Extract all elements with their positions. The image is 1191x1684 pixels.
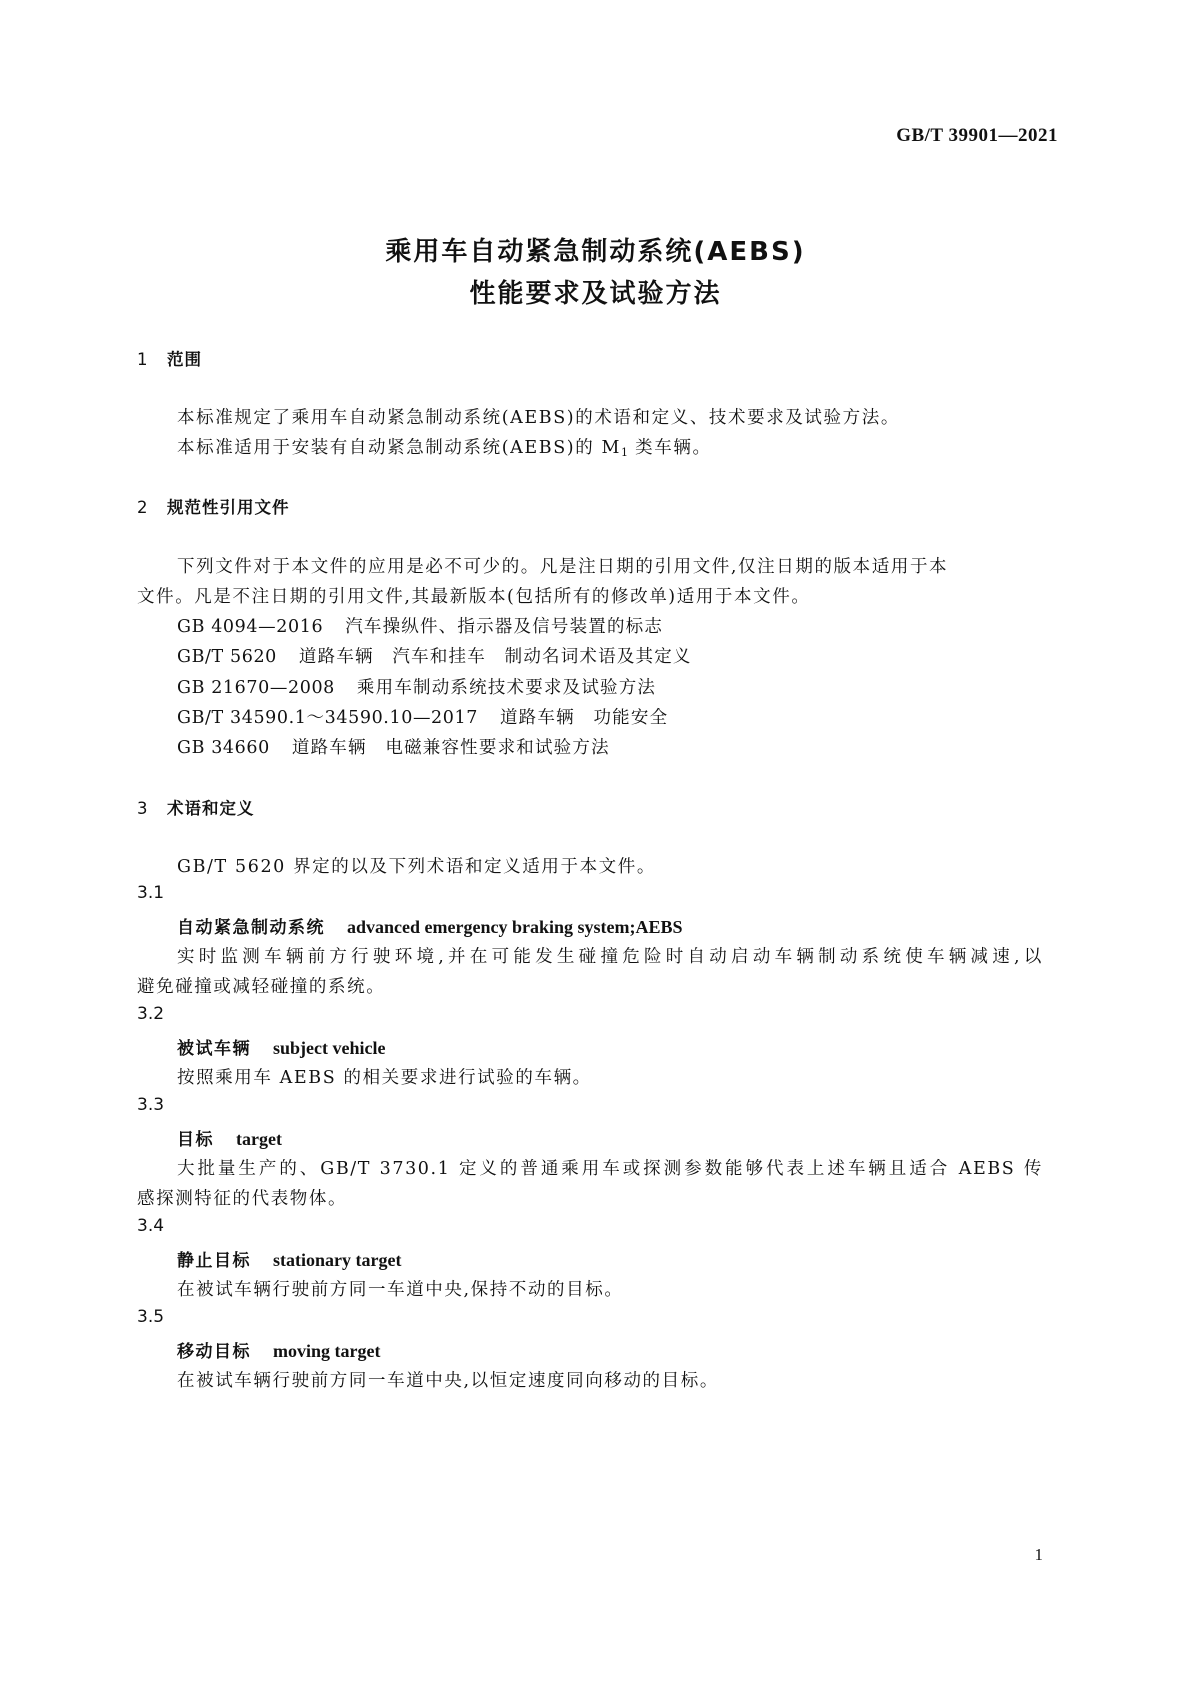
section-title: 规范性引用文件 xyxy=(167,498,290,517)
term-en: subject vehicle xyxy=(273,1038,386,1058)
subscript: 1 xyxy=(621,446,628,459)
reference-title: 汽车操纵件、指示器及信号装置的标志 xyxy=(345,617,664,637)
reference-code: GB 4094—2016 xyxy=(177,617,324,637)
term-zh: 移动目标 xyxy=(177,1342,251,1362)
reference-title: 乘用车制动系统技术要求及试验方法 xyxy=(356,678,657,698)
term-zh: 被试车辆 xyxy=(177,1039,251,1059)
term-definition-line1: 大批量生产的、GB/T 3730.1 定义的普通乘用车或探测参数能够代表上述车辆且适合 AEBS 传 xyxy=(177,1159,1043,1179)
reference-item xyxy=(177,734,610,759)
section-2-heading xyxy=(137,494,290,518)
term-number: 3.1 xyxy=(137,883,165,903)
document-title-line1: 乘用车自动紧急制动系统(AEBS) xyxy=(385,237,806,267)
scope-paragraph-2: 本标准适用于安装有自动紧急制动系统(AEBS)的 $M_1$ 类车辆。 xyxy=(177,438,712,459)
term-number: 3.4 xyxy=(137,1216,165,1236)
term-number: 3.2 xyxy=(137,1004,165,1024)
terms-intro: GB/T 5620 界定的以及下列术语和定义适用于本文件。 xyxy=(177,857,656,877)
term-definition-line1: 实时监测车辆前方行驶环境,并在可能发生碰撞危险时自动启动车辆制动系统使车辆减速,以 xyxy=(177,947,1043,967)
reference-code: GB/T 34590.1～34590.10—2017 xyxy=(177,708,478,728)
reference-title: 道路车辆 汽车和挂车 制动名词术语及其定义 xyxy=(298,647,692,667)
section-number: 3 xyxy=(137,799,149,818)
reference-item xyxy=(177,613,663,638)
page-number: 1 xyxy=(1034,1545,1043,1564)
term-heading xyxy=(177,1246,401,1271)
term-en: stationary target xyxy=(273,1250,402,1270)
term-en: advanced emergency braking system;AEBS xyxy=(347,917,683,937)
reference-code: GB/T 5620 xyxy=(177,647,277,667)
term-zh: 自动紧急制动系统 xyxy=(177,918,325,938)
term-heading xyxy=(177,1034,385,1059)
section-1-heading xyxy=(137,346,202,370)
section-title: 范围 xyxy=(167,350,202,369)
section-title: 术语和定义 xyxy=(167,799,255,818)
document-title-line2: 性能要求及试验方法 xyxy=(469,279,722,309)
term-definition-line1: 在被试车辆行驶前方同一车道中央,以恒定速度同向移动的目标。 xyxy=(177,1371,719,1391)
term-definition-line2: 避免碰撞或减轻碰撞的系统。 xyxy=(137,977,386,997)
standard-code: GB/T 39901—2021 xyxy=(896,125,1058,146)
term-zh: 目标 xyxy=(177,1130,214,1150)
reference-code: GB 21670—2008 xyxy=(177,678,335,698)
term-zh: 静止目标 xyxy=(177,1251,251,1271)
reference-title: 道路车辆 功能安全 xyxy=(499,708,669,728)
reference-code: GB 34660 xyxy=(177,738,270,758)
term-definition-line2: 感探测特征的代表物体。 xyxy=(137,1189,348,1209)
references-intro-line1: 下列文件对于本文件的应用是必不可少的。凡是注日期的引用文件,仅注日期的版本适用于本 xyxy=(177,557,949,577)
term-en: target xyxy=(236,1129,282,1149)
section-3-heading xyxy=(137,795,255,819)
scope-paragraph-1: 本标准规定了乘用车自动紧急制动系统(AEBS)的术语和定义、技术要求及试验方法。 xyxy=(177,408,900,428)
term-heading xyxy=(177,1337,380,1362)
reference-item xyxy=(177,704,668,729)
term-number: 3.5 xyxy=(137,1307,165,1327)
term-en: moving target xyxy=(273,1341,381,1361)
term-definition-line1: 在被试车辆行驶前方同一车道中央,保持不动的目标。 xyxy=(177,1280,624,1300)
term-heading xyxy=(177,1125,282,1150)
section-number: 2 xyxy=(137,498,149,517)
term-definition-line1: 按照乘用车 AEBS 的相关要求进行试验的车辆。 xyxy=(177,1068,592,1088)
reference-item xyxy=(177,643,692,668)
term-heading xyxy=(177,913,683,938)
reference-title: 道路车辆 电磁兼容性要求和试验方法 xyxy=(291,738,610,758)
references-intro-line2: 文件。凡是不注日期的引用文件,其最新版本(包括所有的修改单)适用于本文件。 xyxy=(137,587,811,607)
term-number: 3.3 xyxy=(137,1095,165,1115)
reference-item xyxy=(177,674,656,699)
section-number: 1 xyxy=(137,350,149,369)
